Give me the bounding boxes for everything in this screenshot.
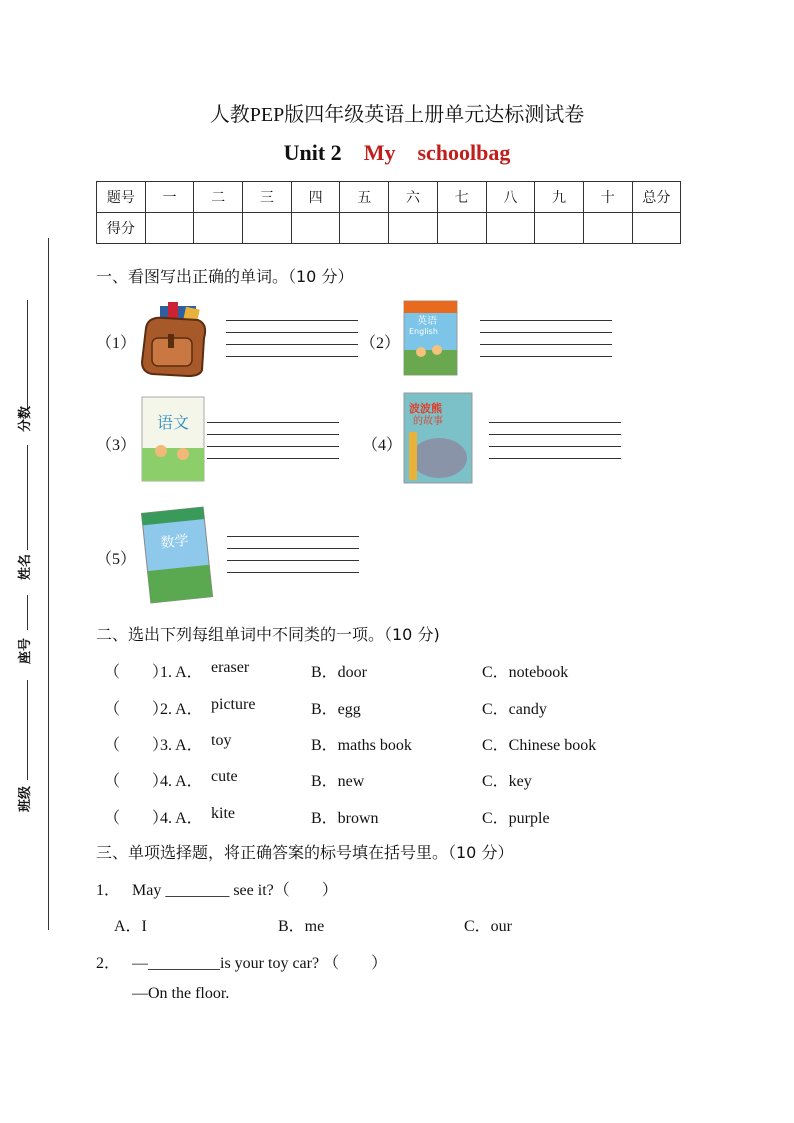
- choice-a-label: 4. A．: [160, 773, 203, 790]
- name-blank-line: [27, 300, 28, 410]
- choice-a-label: 4. A．: [160, 810, 203, 827]
- schoolbag-picture-icon: [138, 298, 212, 383]
- score-cell: 总分: [632, 182, 681, 213]
- score-cell: 一: [145, 182, 194, 213]
- choice-b: B．new: [311, 773, 365, 790]
- chinese-book-picture-icon: [141, 396, 205, 487]
- score-cell: 四: [291, 182, 340, 213]
- svg-text:语文: 语文: [157, 413, 190, 432]
- score-input-cell[interactable]: [340, 213, 389, 244]
- choice-b: B．maths book: [311, 737, 412, 754]
- side-label-class: 班级: [18, 785, 33, 812]
- score-input-cell[interactable]: [437, 213, 486, 244]
- unit-topic-1: My: [363, 140, 396, 165]
- choice-c: C．candy: [482, 701, 547, 718]
- side-label-score: 分数: [18, 405, 33, 432]
- choice-a-label: 2. A．: [160, 701, 203, 718]
- q3-1-number: 1．: [96, 882, 121, 899]
- binding-line: [48, 238, 49, 930]
- choice-b: B．brown: [311, 810, 379, 827]
- score-input-cell[interactable]: [486, 213, 535, 244]
- english-book-picture-icon: [403, 300, 458, 381]
- q3-2-answer: —On the floor.: [132, 985, 230, 1002]
- choice-c: C．notebook: [482, 664, 569, 681]
- score-input-cell[interactable]: [243, 213, 292, 244]
- answer-paren[interactable]: （ ）: [104, 664, 169, 681]
- score-input-cell[interactable]: [291, 213, 340, 244]
- name-blank-line: [27, 445, 28, 550]
- item-number: （1）: [96, 335, 137, 352]
- choice-a: picture: [211, 696, 256, 713]
- answer-paren[interactable]: （ ）: [104, 810, 169, 827]
- score-cell: 十: [583, 182, 632, 213]
- score-cell: 七: [437, 182, 486, 213]
- section1-title: 一、看图写出正确的单词。（10 分）: [96, 267, 354, 286]
- choice-a: cute: [211, 768, 238, 785]
- score-input-cell[interactable]: [535, 213, 584, 244]
- q3-1-option-c: C．our: [464, 918, 513, 935]
- score-input-cell[interactable]: [145, 213, 194, 244]
- score-cell: 二: [194, 182, 243, 213]
- score-cell: 九: [535, 182, 584, 213]
- choice-a: toy: [211, 732, 232, 749]
- svg-text:的故事: 的故事: [413, 416, 443, 427]
- choice-c: C．purple: [482, 810, 550, 827]
- unit-topic-2: schoolbag: [417, 140, 511, 165]
- svg-text:波波熊: 波波熊: [409, 402, 442, 415]
- answer-paren[interactable]: （ ）: [104, 701, 169, 718]
- item-number: （5）: [96, 551, 137, 568]
- answer-paren[interactable]: （ ）: [104, 737, 169, 754]
- answer-paren[interactable]: （ ）: [104, 773, 169, 790]
- answer-lines[interactable]: [226, 320, 358, 368]
- item-number: （3）: [96, 437, 137, 454]
- class-blank-line: [27, 680, 28, 780]
- exam-title: 人教PEP版四年级英语上册单元达标测试卷: [209, 104, 585, 126]
- choice-b: B．egg: [311, 701, 361, 718]
- score-input-cell[interactable]: [632, 213, 681, 244]
- storybook-picture-icon: [403, 392, 473, 489]
- svg-text:数学: 数学: [159, 532, 190, 552]
- score-cell: 三: [243, 182, 292, 213]
- choice-c: C．Chinese book: [482, 737, 597, 754]
- item-number: （2）: [360, 335, 401, 352]
- answer-lines[interactable]: [489, 422, 621, 470]
- item-number: （4）: [362, 437, 403, 454]
- score-cell: 题号: [97, 182, 146, 213]
- score-cell: 五: [340, 182, 389, 213]
- choice-a: eraser: [211, 659, 250, 676]
- score-input-cell[interactable]: [389, 213, 438, 244]
- side-label-seat: 座号: [18, 637, 33, 664]
- choice-a-label: 3. A．: [160, 737, 203, 754]
- answer-lines[interactable]: [480, 320, 612, 368]
- side-label-name: 姓名: [18, 553, 33, 580]
- section2-title: 二、选出下列每组单词中不同类的一项。（10 分): [96, 625, 440, 644]
- q3-1-option-b: B．me: [278, 918, 325, 935]
- q3-2-number: 2．: [96, 955, 121, 972]
- score-cell: 八: [486, 182, 535, 213]
- section3-title: 三、单项选择题，将正确答案的标号填在括号里。（10 分）: [96, 843, 514, 862]
- choice-b: B．door: [311, 664, 368, 681]
- score-input-cell[interactable]: [194, 213, 243, 244]
- score-table: [96, 181, 681, 244]
- svg-text:English: English: [409, 327, 438, 336]
- score-cell: 六: [389, 182, 438, 213]
- choice-a: kite: [211, 805, 235, 822]
- q3-1-text: May ________ see it?（ ）: [132, 882, 338, 899]
- score-table-score-row: [97, 213, 681, 244]
- choice-c: C．key: [482, 773, 532, 790]
- answer-lines[interactable]: [227, 536, 359, 584]
- choice-a-label: 1. A．: [160, 664, 203, 681]
- q3-1-option-a: A．I: [114, 918, 147, 935]
- answer-lines[interactable]: [207, 422, 339, 470]
- maths-book-picture-icon: [140, 506, 214, 609]
- score-table-header-row: [97, 182, 681, 213]
- score-row-label: 得分: [97, 213, 146, 244]
- q3-2-text: —_________is your toy car? （ ）: [132, 955, 388, 972]
- svg-text:英语: 英语: [417, 316, 437, 327]
- unit-title: [0, 140, 794, 166]
- seat-blank-line: [27, 595, 28, 630]
- score-input-cell[interactable]: [583, 213, 632, 244]
- unit-number: Unit 2: [283, 140, 342, 165]
